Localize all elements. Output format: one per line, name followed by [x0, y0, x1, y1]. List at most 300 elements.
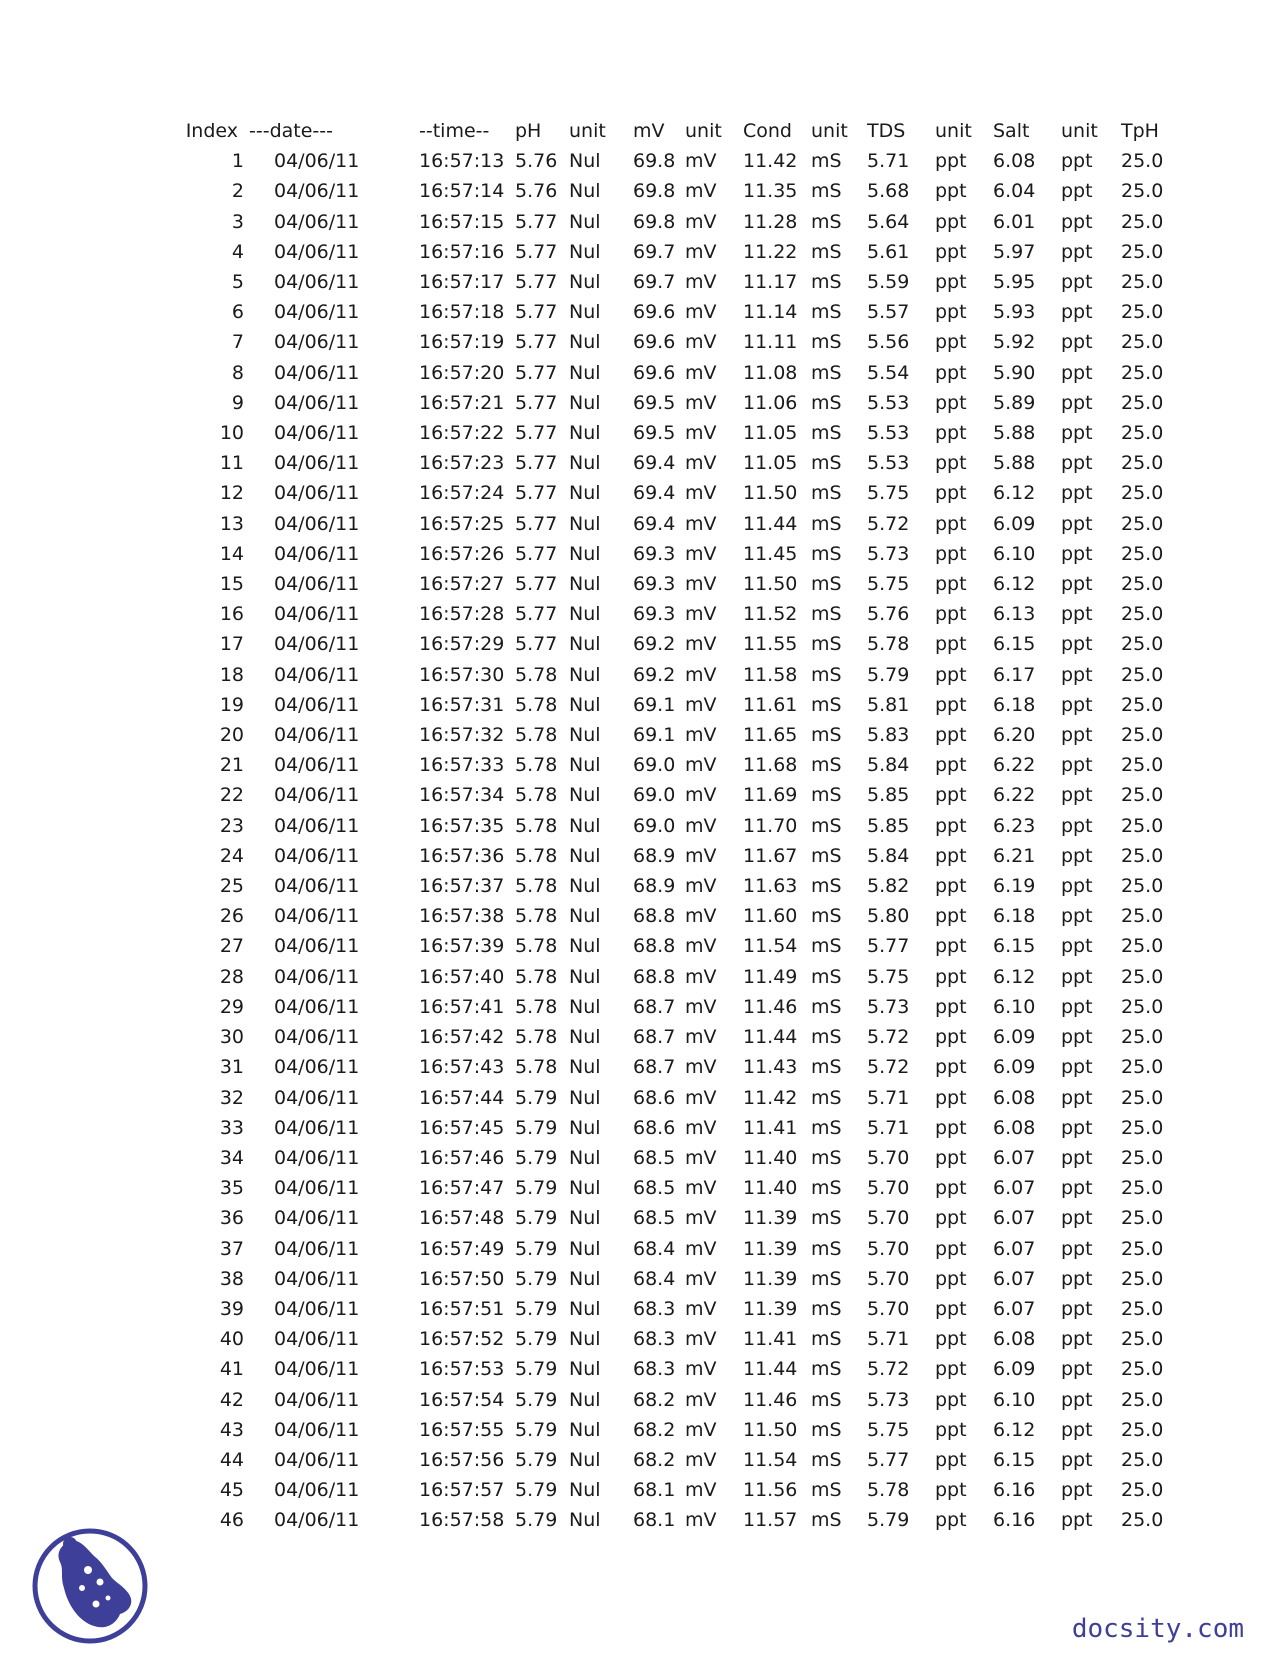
cell-salt-unit: ppt — [1061, 210, 1093, 233]
table-body — [0, 146, 1163, 1535]
cell-ph-unit: Nul — [569, 573, 601, 596]
cell-index: 4 — [231, 240, 244, 263]
cell-salt: 5.92 — [993, 331, 1036, 354]
cell-ph: 5.77 — [515, 271, 558, 294]
cell-mv: 68.2 — [633, 1388, 676, 1411]
cell-tds-unit: ppt — [935, 995, 967, 1018]
cell-tds-unit: ppt — [935, 482, 967, 505]
cell-ph: 5.78 — [515, 663, 558, 686]
cell-salt: 6.12 — [993, 965, 1036, 988]
cell-index: 40 — [219, 1328, 244, 1351]
cell-tds: 5.71 — [867, 1116, 910, 1139]
cell-time: 16:57:58 — [419, 1509, 505, 1532]
docsity-logo-icon — [30, 1526, 150, 1646]
cell-mv: 68.6 — [633, 1086, 676, 1109]
cell-tds-unit: ppt — [935, 1116, 967, 1139]
cell-date: 04/06/11 — [274, 935, 360, 958]
cell-tph: 25.0 — [1121, 180, 1164, 203]
cell-date: 04/06/11 — [274, 180, 360, 203]
cell-index: 20 — [219, 724, 244, 747]
cell-cond: 11.22 — [743, 240, 798, 263]
cell-time: 16:57:49 — [419, 1237, 505, 1260]
cell-time: 16:57:38 — [419, 905, 505, 928]
cell-salt-unit: ppt — [1061, 754, 1093, 777]
cell-tph: 25.0 — [1121, 452, 1164, 475]
cell-salt-unit: ppt — [1061, 603, 1093, 626]
cell-mv-unit: mV — [685, 1358, 717, 1381]
cell-index: 9 — [231, 391, 244, 414]
cell-tph: 25.0 — [1121, 1297, 1164, 1320]
cell-tds: 5.75 — [867, 573, 910, 596]
cell-cond: 11.65 — [743, 724, 798, 747]
cell-mv-unit: mV — [685, 391, 717, 414]
cell-index: 13 — [219, 512, 244, 535]
cell-tph: 25.0 — [1121, 1177, 1164, 1200]
cell-tds-unit: ppt — [935, 240, 967, 263]
cell-ph-unit: Nul — [569, 240, 601, 263]
cell-cond: 11.08 — [743, 361, 798, 384]
cell-ph: 5.78 — [515, 844, 558, 867]
cell-tph: 25.0 — [1121, 633, 1164, 656]
cell-tds-unit: ppt — [935, 391, 967, 414]
cell-tds-unit: ppt — [935, 935, 967, 958]
cell-index: 30 — [219, 1026, 244, 1049]
cell-tds: 5.75 — [867, 1418, 910, 1441]
cell-tds: 5.84 — [867, 754, 910, 777]
cell-cond: 11.45 — [743, 542, 798, 565]
table-row — [0, 1052, 1163, 1082]
table-row — [0, 1294, 1163, 1324]
cell-tph: 25.0 — [1121, 814, 1164, 837]
cell-tds: 5.83 — [867, 724, 910, 747]
cell-ph-unit: Nul — [569, 814, 601, 837]
cell-tph: 25.0 — [1121, 1358, 1164, 1381]
cell-tds-unit: ppt — [935, 693, 967, 716]
cell-tds: 5.79 — [867, 1509, 910, 1532]
cell-date: 04/06/11 — [274, 1177, 360, 1200]
cell-ph: 5.79 — [515, 1358, 558, 1381]
cell-mv: 68.3 — [633, 1328, 676, 1351]
cell-mv: 69.7 — [633, 271, 676, 294]
cell-tph: 25.0 — [1121, 1056, 1164, 1079]
cell-cond: 11.63 — [743, 875, 798, 898]
cell-mv: 69.0 — [633, 784, 676, 807]
cell-index: 14 — [219, 542, 244, 565]
footer-brand-text: docsity.com — [1071, 1614, 1244, 1644]
cell-mv-unit: mV — [685, 422, 717, 445]
cell-mv: 68.7 — [633, 1056, 676, 1079]
cell-tds: 5.70 — [867, 1297, 910, 1320]
cell-tph: 25.0 — [1121, 844, 1164, 867]
cell-salt-unit: ppt — [1061, 1237, 1093, 1260]
cell-mv-unit: mV — [685, 1509, 717, 1532]
cell-mv: 68.3 — [633, 1297, 676, 1320]
cell-ph: 5.77 — [515, 391, 558, 414]
cell-tds: 5.81 — [867, 693, 910, 716]
cell-index: 15 — [219, 573, 244, 596]
cell-tph: 25.0 — [1121, 240, 1164, 263]
cell-time: 16:57:32 — [419, 724, 505, 747]
cell-date: 04/06/11 — [274, 1267, 360, 1290]
table-row — [0, 327, 1163, 357]
cell-tds: 5.85 — [867, 784, 910, 807]
cell-tds-unit: ppt — [935, 271, 967, 294]
cell-tds: 5.64 — [867, 210, 910, 233]
cell-cond-unit: mS — [811, 814, 842, 837]
cell-time: 16:57:30 — [419, 663, 505, 686]
cell-ph-unit: Nul — [569, 391, 601, 414]
cell-tph: 25.0 — [1121, 542, 1164, 565]
cell-ph-unit: Nul — [569, 724, 601, 747]
cell-tds-unit: ppt — [935, 1479, 967, 1502]
table-row — [0, 448, 1163, 478]
cell-cond-unit: mS — [811, 1509, 842, 1532]
cell-salt-unit: ppt — [1061, 935, 1093, 958]
cell-mv: 68.7 — [633, 1026, 676, 1049]
cell-mv: 69.8 — [633, 210, 676, 233]
cell-date: 04/06/11 — [274, 1479, 360, 1502]
cell-salt-unit: ppt — [1061, 1448, 1093, 1471]
cell-mv: 68.9 — [633, 875, 676, 898]
table-row — [0, 629, 1163, 659]
cell-cond-unit: mS — [811, 1388, 842, 1411]
header-ph-unit: unit — [569, 120, 606, 142]
cell-cond-unit: mS — [811, 1177, 842, 1200]
cell-salt-unit: ppt — [1061, 1146, 1093, 1169]
cell-date: 04/06/11 — [274, 633, 360, 656]
cell-date: 04/06/11 — [274, 1509, 360, 1532]
cell-cond-unit: mS — [811, 754, 842, 777]
cell-ph: 5.77 — [515, 331, 558, 354]
cell-index: 25 — [219, 875, 244, 898]
cell-salt: 5.90 — [993, 361, 1036, 384]
table-row — [0, 1083, 1163, 1113]
cell-salt: 6.01 — [993, 210, 1036, 233]
cell-tds-unit: ppt — [935, 1267, 967, 1290]
cell-date: 04/06/11 — [274, 1237, 360, 1260]
cell-cond: 11.44 — [743, 1358, 798, 1381]
header-time: --time-- — [419, 120, 490, 142]
cell-index: 10 — [219, 422, 244, 445]
cell-tph: 25.0 — [1121, 1146, 1164, 1169]
cell-tds: 5.70 — [867, 1207, 910, 1230]
cell-ph-unit: Nul — [569, 1358, 601, 1381]
cell-mv: 69.2 — [633, 663, 676, 686]
cell-cond-unit: mS — [811, 301, 842, 324]
cell-tds-unit: ppt — [935, 844, 967, 867]
cell-cond: 11.17 — [743, 271, 798, 294]
cell-ph-unit: Nul — [569, 1479, 601, 1502]
cell-cond: 11.52 — [743, 603, 798, 626]
cell-tds: 5.75 — [867, 965, 910, 988]
cell-date: 04/06/11 — [274, 905, 360, 928]
cell-salt-unit: ppt — [1061, 422, 1093, 445]
cell-tds-unit: ppt — [935, 542, 967, 565]
cell-ph-unit: Nul — [569, 271, 601, 294]
cell-ph: 5.77 — [515, 633, 558, 656]
cell-time: 16:57:45 — [419, 1116, 505, 1139]
cell-salt: 6.09 — [993, 1056, 1036, 1079]
cell-index: 1 — [231, 150, 244, 173]
cell-tds-unit: ppt — [935, 1297, 967, 1320]
cell-salt-unit: ppt — [1061, 814, 1093, 837]
cell-time: 16:57:22 — [419, 422, 505, 445]
cell-tds: 5.77 — [867, 1448, 910, 1471]
cell-tph: 25.0 — [1121, 1509, 1164, 1532]
cell-mv: 69.7 — [633, 240, 676, 263]
cell-salt-unit: ppt — [1061, 240, 1093, 263]
cell-mv: 68.4 — [633, 1267, 676, 1290]
cell-ph: 5.78 — [515, 724, 558, 747]
header-cond: Cond — [743, 120, 792, 142]
table-row — [0, 1385, 1163, 1415]
cell-tds: 5.54 — [867, 361, 910, 384]
cell-salt-unit: ppt — [1061, 1358, 1093, 1381]
cell-date: 04/06/11 — [274, 965, 360, 988]
cell-ph: 5.77 — [515, 422, 558, 445]
cell-ph: 5.79 — [515, 1297, 558, 1320]
table-row — [0, 841, 1163, 871]
cell-tds-unit: ppt — [935, 965, 967, 988]
cell-mv-unit: mV — [685, 603, 717, 626]
cell-cond-unit: mS — [811, 1207, 842, 1230]
cell-tds-unit: ppt — [935, 784, 967, 807]
cell-ph-unit: Nul — [569, 693, 601, 716]
cell-tds-unit: ppt — [935, 210, 967, 233]
table-row — [0, 1234, 1163, 1264]
cell-tph: 25.0 — [1121, 1418, 1164, 1441]
cell-date: 04/06/11 — [274, 1448, 360, 1471]
cell-ph-unit: Nul — [569, 452, 601, 475]
cell-ph: 5.79 — [515, 1177, 558, 1200]
cell-tds: 5.73 — [867, 542, 910, 565]
cell-time: 16:57:21 — [419, 391, 505, 414]
cell-cond-unit: mS — [811, 482, 842, 505]
cell-ph-unit: Nul — [569, 1177, 601, 1200]
cell-tds: 5.79 — [867, 663, 910, 686]
cell-tds: 5.84 — [867, 844, 910, 867]
cell-date: 04/06/11 — [274, 875, 360, 898]
cell-mv-unit: mV — [685, 1418, 717, 1441]
cell-tds-unit: ppt — [935, 1177, 967, 1200]
header-salt-unit: unit — [1061, 120, 1098, 142]
cell-tds: 5.53 — [867, 452, 910, 475]
cell-cond-unit: mS — [811, 663, 842, 686]
table-row — [0, 1415, 1163, 1445]
cell-ph: 5.76 — [515, 150, 558, 173]
cell-tds: 5.68 — [867, 180, 910, 203]
cell-tph: 25.0 — [1121, 1267, 1164, 1290]
cell-date: 04/06/11 — [274, 1086, 360, 1109]
cell-tds-unit: ppt — [935, 1146, 967, 1169]
cell-salt-unit: ppt — [1061, 1086, 1093, 1109]
cell-ph-unit: Nul — [569, 1509, 601, 1532]
cell-mv: 68.8 — [633, 965, 676, 988]
cell-ph-unit: Nul — [569, 180, 601, 203]
cell-cond-unit: mS — [811, 150, 842, 173]
cell-tph: 25.0 — [1121, 995, 1164, 1018]
cell-salt: 6.13 — [993, 603, 1036, 626]
cell-salt-unit: ppt — [1061, 1297, 1093, 1320]
cell-mv-unit: mV — [685, 542, 717, 565]
cell-cond: 11.68 — [743, 754, 798, 777]
cell-salt-unit: ppt — [1061, 361, 1093, 384]
cell-salt: 6.10 — [993, 995, 1036, 1018]
cell-time: 16:57:41 — [419, 995, 505, 1018]
cell-cond: 11.57 — [743, 1509, 798, 1532]
table-row — [0, 1173, 1163, 1203]
table-row — [0, 1113, 1163, 1143]
cell-time: 16:57:26 — [419, 542, 505, 565]
cell-time: 16:57:40 — [419, 965, 505, 988]
cell-salt: 6.21 — [993, 844, 1036, 867]
table-row — [0, 509, 1163, 539]
cell-tph: 25.0 — [1121, 965, 1164, 988]
cell-ph: 5.76 — [515, 180, 558, 203]
cell-salt: 6.07 — [993, 1146, 1036, 1169]
cell-mv-unit: mV — [685, 331, 717, 354]
cell-cond-unit: mS — [811, 1146, 842, 1169]
cell-date: 04/06/11 — [274, 573, 360, 596]
cell-time: 16:57:39 — [419, 935, 505, 958]
cell-index: 46 — [219, 1509, 244, 1532]
cell-date: 04/06/11 — [274, 1146, 360, 1169]
table-row — [0, 478, 1163, 508]
cell-mv-unit: mV — [685, 452, 717, 475]
cell-cond: 11.06 — [743, 391, 798, 414]
header-mv: mV — [633, 120, 665, 142]
cell-cond: 11.39 — [743, 1267, 798, 1290]
cell-tph: 25.0 — [1121, 301, 1164, 324]
cell-mv: 68.9 — [633, 844, 676, 867]
cell-index: 34 — [219, 1146, 244, 1169]
cell-salt: 6.07 — [993, 1237, 1036, 1260]
cell-index: 8 — [231, 361, 244, 384]
cell-tds: 5.72 — [867, 1026, 910, 1049]
cell-salt: 6.08 — [993, 1116, 1036, 1139]
cell-cond-unit: mS — [811, 1448, 842, 1471]
cell-index: 3 — [231, 210, 244, 233]
cell-cond-unit: mS — [811, 452, 842, 475]
cell-salt-unit: ppt — [1061, 1479, 1093, 1502]
cell-salt-unit: ppt — [1061, 1116, 1093, 1139]
cell-time: 16:57:34 — [419, 784, 505, 807]
cell-ph-unit: Nul — [569, 301, 601, 324]
cell-cond: 11.55 — [743, 633, 798, 656]
cell-time: 16:57:56 — [419, 1448, 505, 1471]
cell-ph: 5.78 — [515, 935, 558, 958]
table-row — [0, 690, 1163, 720]
cell-cond: 11.42 — [743, 150, 798, 173]
header-tds-unit: unit — [935, 120, 972, 142]
cell-cond: 11.35 — [743, 180, 798, 203]
cell-mv: 69.0 — [633, 754, 676, 777]
cell-index: 37 — [219, 1237, 244, 1260]
cell-time: 16:57:20 — [419, 361, 505, 384]
cell-salt-unit: ppt — [1061, 693, 1093, 716]
cell-date: 04/06/11 — [274, 784, 360, 807]
table-header-row — [0, 116, 1163, 146]
cell-time: 16:57:17 — [419, 271, 505, 294]
cell-mv-unit: mV — [685, 905, 717, 928]
cell-ph: 5.79 — [515, 1479, 558, 1502]
table-row — [0, 660, 1163, 690]
cell-mv: 68.6 — [633, 1116, 676, 1139]
cell-cond: 11.39 — [743, 1297, 798, 1320]
cell-cond-unit: mS — [811, 573, 842, 596]
cell-salt: 6.12 — [993, 1418, 1036, 1441]
cell-cond-unit: mS — [811, 512, 842, 535]
cell-tds: 5.71 — [867, 1328, 910, 1351]
cell-index: 31 — [219, 1056, 244, 1079]
table-row — [0, 1203, 1163, 1233]
cell-tds: 5.70 — [867, 1237, 910, 1260]
table-row — [0, 1505, 1163, 1535]
cell-salt-unit: ppt — [1061, 301, 1093, 324]
cell-time: 16:57:28 — [419, 603, 505, 626]
cell-tph: 25.0 — [1121, 391, 1164, 414]
cell-index: 11 — [219, 452, 244, 475]
cell-mv: 68.5 — [633, 1146, 676, 1169]
cell-mv-unit: mV — [685, 1237, 717, 1260]
cell-ph: 5.78 — [515, 754, 558, 777]
cell-date: 04/06/11 — [274, 482, 360, 505]
cell-salt-unit: ppt — [1061, 1056, 1093, 1079]
cell-tds: 5.78 — [867, 1479, 910, 1502]
cell-ph-unit: Nul — [569, 512, 601, 535]
cell-mv-unit: mV — [685, 784, 717, 807]
cell-time: 16:57:14 — [419, 180, 505, 203]
cell-salt: 6.12 — [993, 573, 1036, 596]
table-row — [0, 1354, 1163, 1384]
cell-mv: 68.5 — [633, 1207, 676, 1230]
cell-cond-unit: mS — [811, 1056, 842, 1079]
cell-ph: 5.77 — [515, 301, 558, 324]
cell-tds-unit: ppt — [935, 905, 967, 928]
cell-index: 35 — [219, 1177, 244, 1200]
cell-ph-unit: Nul — [569, 1297, 601, 1320]
cell-mv: 69.3 — [633, 573, 676, 596]
cell-cond: 11.40 — [743, 1146, 798, 1169]
cell-salt-unit: ppt — [1061, 1177, 1093, 1200]
cell-salt-unit: ppt — [1061, 784, 1093, 807]
cell-salt-unit: ppt — [1061, 542, 1093, 565]
cell-tds: 5.53 — [867, 391, 910, 414]
cell-ph: 5.79 — [515, 1418, 558, 1441]
cell-mv: 69.1 — [633, 724, 676, 747]
cell-mv-unit: mV — [685, 1026, 717, 1049]
cell-cond-unit: mS — [811, 210, 842, 233]
cell-date: 04/06/11 — [274, 331, 360, 354]
cell-salt-unit: ppt — [1061, 875, 1093, 898]
cell-tds-unit: ppt — [935, 180, 967, 203]
cell-cond-unit: mS — [811, 271, 842, 294]
cell-salt-unit: ppt — [1061, 1207, 1093, 1230]
cell-mv-unit: mV — [685, 301, 717, 324]
cell-time: 16:57:18 — [419, 301, 505, 324]
cell-mv-unit: mV — [685, 512, 717, 535]
cell-ph: 5.78 — [515, 1026, 558, 1049]
cell-mv: 69.5 — [633, 391, 676, 414]
cell-tph: 25.0 — [1121, 724, 1164, 747]
cell-ph-unit: Nul — [569, 1207, 601, 1230]
cell-ph: 5.77 — [515, 240, 558, 263]
cell-salt-unit: ppt — [1061, 995, 1093, 1018]
cell-time: 16:57:23 — [419, 452, 505, 475]
cell-salt-unit: ppt — [1061, 1267, 1093, 1290]
cell-index: 12 — [219, 482, 244, 505]
cell-cond-unit: mS — [811, 422, 842, 445]
